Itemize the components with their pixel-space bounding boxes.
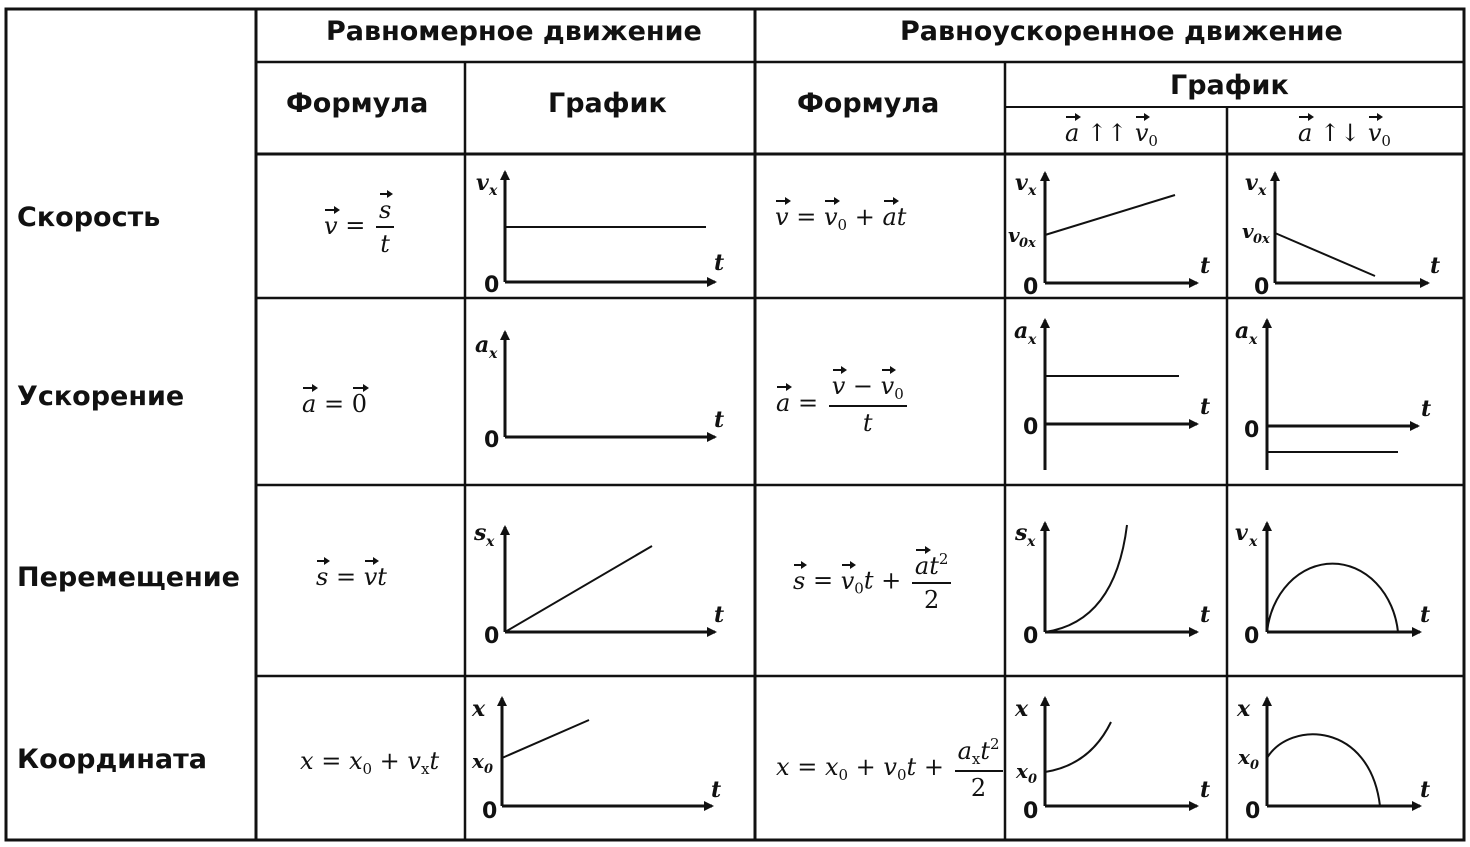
graph-label-t: t [1200, 253, 1211, 279]
graph-label-t: t [1420, 602, 1431, 628]
subheader-opposite: a ↑↓ $v_0$ [1298, 119, 1391, 150]
formula-uniform-acceleration: a = 0 [302, 390, 367, 418]
formula-uniform-coordinate: $x = x_0 + v_xt$ [300, 747, 440, 778]
graph-label-origin: 0 [484, 273, 500, 298]
graph-label-t: t [714, 250, 725, 276]
graph-label-t: t [714, 602, 725, 628]
graph-label-ax: a [1014, 318, 1029, 344]
graph-label-sub-x: x [1027, 534, 1036, 550]
graph-label-ax: a [475, 332, 490, 358]
formula-uniform-velocity: v = $\frac{s}{t}$ [324, 196, 397, 258]
formula-accel-velocity: $v = v_0$ + at [775, 203, 907, 234]
graph-label-t: t [711, 777, 722, 803]
graph-label-sx: s [1015, 520, 1028, 546]
graph-label-origin: 0 [1023, 415, 1039, 440]
graph-label-t: t [714, 407, 725, 433]
graph-label-sub-x: x [1028, 183, 1037, 199]
header-formula-uniform: Формула [286, 88, 429, 119]
formula-accel-displacement: $s = v_0t$ + $\frac{at^2}{2}$ [793, 550, 954, 614]
graph-label-sub-0: 0 [484, 762, 494, 777]
graph-label-origin: 0 [484, 624, 500, 649]
graph-label-sub-x: x [489, 183, 498, 199]
graph-label-origin: 0 [1254, 275, 1270, 300]
graph-codirected-velocity [1045, 173, 1197, 283]
graph-label-t: t [1430, 253, 1441, 279]
graph-uniform-acceleration [505, 332, 715, 437]
graph-label-x: x [472, 696, 486, 722]
graph-label-x0: x [472, 749, 484, 773]
graph-label-v0x: v [1242, 219, 1254, 243]
graph-opposite-coordinate [1267, 698, 1420, 806]
header-graph-accel: График [1170, 70, 1289, 101]
graph-label-vx: v [1015, 170, 1028, 196]
graph-label-sub-0: 0 [1028, 772, 1038, 787]
graph-label-sub-x: x [489, 346, 498, 362]
graph-label-x0: x [1238, 745, 1250, 769]
row-label-velocity: Скорость [17, 202, 161, 233]
graph-label-sub-0x: 0x [1253, 232, 1270, 247]
graph-label-x0: x [1016, 759, 1028, 783]
graph-label-origin: 0 [1244, 418, 1260, 443]
graph-label-t: t [1200, 394, 1211, 420]
formula-accel-acceleration: a = $\frac{v - v_0}{t}$ [776, 372, 910, 437]
graph-label-sub-x: x [1249, 332, 1258, 348]
graph-codirected-acceleration [1045, 320, 1197, 470]
graph-label-v0x: v [1008, 223, 1020, 247]
graph-label-origin: 0 [1245, 799, 1261, 824]
graph-opposite-acceleration [1267, 320, 1418, 470]
graph-label-sub-x: x [1258, 183, 1267, 199]
graph-label-vx: v [1235, 520, 1248, 546]
graph-uniform-velocity [505, 172, 715, 282]
header-accelerated-motion: Равноускоренное движение [900, 16, 1343, 47]
graph-label-origin: 0 [1244, 624, 1260, 649]
graph-label-t: t [1200, 777, 1211, 803]
graph-uniform-coordinate [502, 698, 712, 806]
graph-label-sub-x: x [1028, 332, 1037, 348]
graph-label-sub-0x: 0x [1019, 236, 1036, 251]
formula-accel-coordinate: $x = x_0 + v_0t$ + $\frac{a_xt^2}{2}$ [776, 735, 1006, 802]
graph-label-origin: 0 [1023, 799, 1039, 824]
graph-label-vx: v [1245, 170, 1258, 196]
row-label-displacement: Перемещение [17, 562, 240, 593]
graph-opposite-velocity [1275, 173, 1428, 283]
graph-label-sub-0: 0 [1250, 758, 1260, 773]
graph-label-ax: a [1235, 318, 1250, 344]
graph-label-t: t [1420, 777, 1431, 803]
graph-label-sub-x: x [486, 534, 495, 550]
graph-label-origin: 0 [484, 428, 500, 453]
header-uniform-motion: Равномерное движение [326, 16, 702, 47]
graph-label-t: t [1200, 602, 1211, 628]
graph-label-origin: 0 [1023, 275, 1039, 300]
graph-label-origin: 0 [1023, 624, 1039, 649]
graph-opposite-displacement [1267, 523, 1420, 632]
header-graph-uniform: График [548, 88, 667, 119]
row-label-acceleration: Ускорение [17, 381, 185, 412]
graph-uniform-displacement [505, 527, 715, 632]
graph-label-x: x [1237, 696, 1251, 722]
graph-label-origin: 0 [482, 799, 498, 824]
graph-label-sx: s [474, 520, 487, 546]
header-formula-accel: Формула [797, 88, 940, 119]
graph-codirected-displacement [1045, 523, 1197, 632]
row-label-coordinate: Координата [17, 744, 207, 775]
graph-label-sub-x: x [1249, 534, 1258, 550]
graph-label-x: x [1015, 696, 1029, 722]
subheader-codirected: a ↑↑ $v_0$ [1065, 119, 1158, 150]
graph-codirected-coordinate [1045, 698, 1197, 806]
graph-label-vx: v [476, 170, 489, 196]
formula-uniform-displacement: s = vt [316, 563, 387, 591]
graph-label-t: t [1421, 396, 1432, 422]
